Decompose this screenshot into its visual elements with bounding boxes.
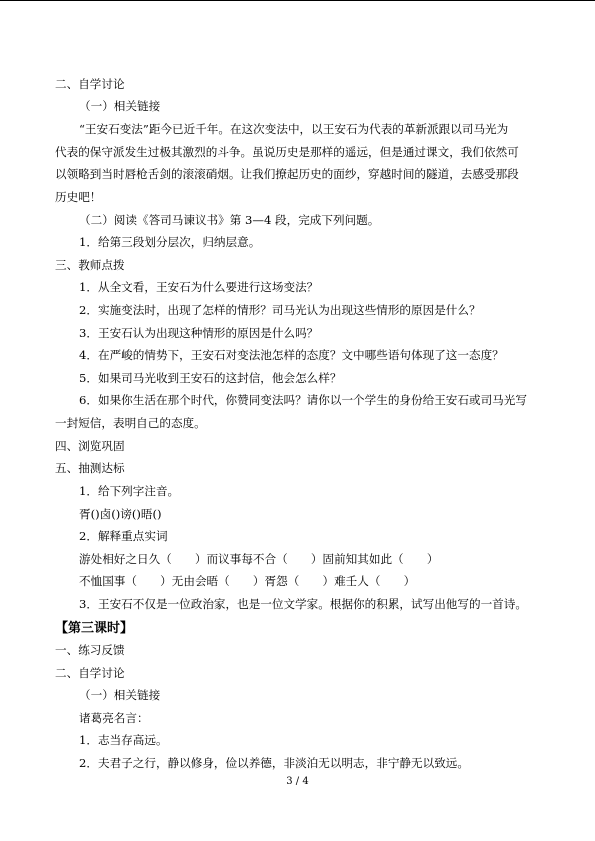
subheading-reading-task: （二）阅读《答司马谏议书》第 3—4 段，完成下列问题。 bbox=[79, 213, 380, 227]
intro-line-3: 以领略到当时唇枪舌剑的滚滚硝烟。让我们撩起历史的面纱，穿越时间的隧道，去感受那段 bbox=[55, 167, 519, 181]
guide-point-6-cont: 一封短信，表明自己的态度。 bbox=[55, 416, 206, 430]
header-rule bbox=[0, 0, 595, 1]
section-heading-feedback: 一、练习反馈 bbox=[55, 643, 125, 657]
guide-point-5: 5．如果司马光收到王安石的这封信，他会怎么样？ bbox=[79, 371, 342, 385]
reading-question-1: 1．给第三段划分层次，归纳层意。 bbox=[79, 235, 261, 249]
section-heading-self-study-2: 二、自学讨论 bbox=[55, 666, 125, 680]
guide-point-6: 6．如果你生活在那个时代，你赞同变法吗？请你以一个学生的身份给王安石或司马光写 bbox=[79, 393, 527, 407]
intro-line-2: 代表的保守派发生过极其激烈的斗争。虽说历史是那样的遥远，但是通过课文，我们依然可 bbox=[55, 145, 519, 159]
subheading-related-links: （一）相关链接 bbox=[79, 99, 161, 113]
intro-line-1: “王安石变法”距今已近千年。在这次变法中，以王安石为代表的革新派跟以司马光为 bbox=[79, 122, 509, 136]
page-number: 3 / 4 bbox=[286, 776, 309, 787]
guide-point-4: 4．在严峻的情势下，王安石对变法池怎样的态度？文中哪些语句体现了这一态度？ bbox=[79, 348, 504, 362]
test-item-3: 3．王安石不仅是一位政治家，也是一位文学家。根据你的积累，试写出他写的一首诗。 bbox=[79, 597, 527, 611]
guide-point-1: 1．从全文看，王安石为什么要进行这场变法？ bbox=[79, 280, 319, 294]
guide-point-2: 2．实施变法时，出现了怎样的情形？司马光认为出现这些情形的原因是什么？ bbox=[79, 303, 481, 317]
section-heading-teacher-guide: 三、教师点拨 bbox=[55, 258, 125, 272]
quotes-title: 诸葛亮名言： bbox=[79, 711, 149, 725]
test-item-2-line-2: 不恤国事（ ）无由会晤（ ）胥怨（ ）难壬人（ ） bbox=[79, 574, 416, 588]
intro-line-4: 历史吧！ bbox=[55, 190, 102, 204]
quote-2: 2．夫君子之行，静以修身，俭以养德，非淡泊无以明志，非宁静无以致远。 bbox=[79, 756, 469, 770]
test-item-1-chars: 胥()卤()谤()晤() bbox=[79, 507, 162, 521]
guide-point-3: 3．王安石认为出现这种情形的原因是什么吗？ bbox=[79, 326, 319, 340]
test-item-2: 2．解释重点实词 bbox=[79, 529, 168, 543]
test-item-1: 1．给下列字注音。 bbox=[79, 484, 180, 498]
section-heading-test: 五、抽测达标 bbox=[55, 461, 125, 475]
quote-1: 1．志当存高远。 bbox=[79, 733, 168, 747]
section-heading-review: 四、浏览巩固 bbox=[55, 439, 125, 453]
session-3-title: 【第三课时】 bbox=[55, 621, 134, 636]
test-item-2-line-1: 游处相好之日久（ ）而议事每不合（ ）固前知其如此（ ） bbox=[79, 552, 439, 566]
subheading-related-links-2: （一）相关链接 bbox=[79, 688, 161, 702]
section-heading-self-study: 二、自学讨论 bbox=[55, 77, 125, 91]
